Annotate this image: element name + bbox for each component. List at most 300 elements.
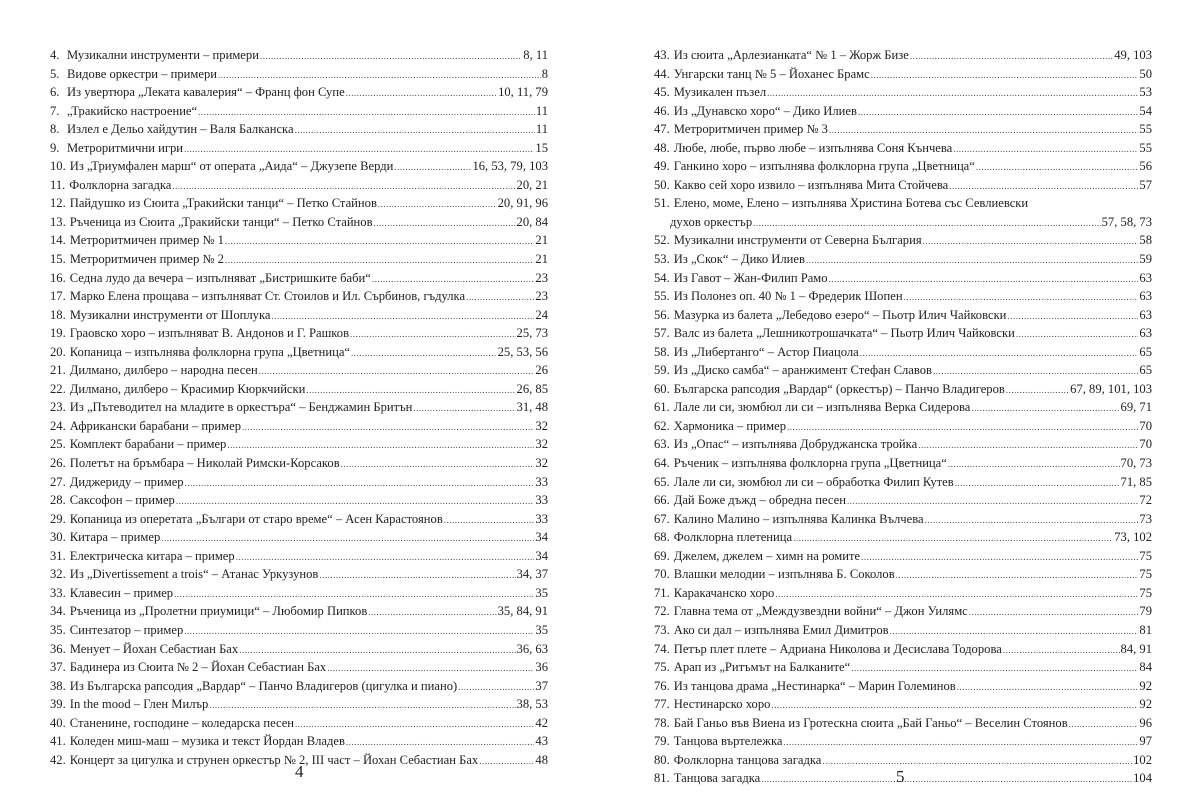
toc-entry: [654, 454, 1152, 473]
toc-entry: [654, 658, 1152, 677]
dot-leader: [787, 417, 1138, 437]
entry-pages: 35: [535, 622, 548, 637]
toc-entry: [654, 491, 1152, 510]
entry-number: 38.: [50, 678, 66, 693]
entry-title: Музикален пъзел: [673, 85, 767, 100]
entry-number: 48.: [654, 140, 670, 155]
toc-entry: [50, 231, 548, 250]
entry-number: 75.: [654, 660, 670, 675]
entry-number: 29.: [50, 511, 66, 526]
entry-pages: 11: [535, 103, 548, 118]
entry-pages: 58: [1139, 233, 1152, 248]
dot-leader: [368, 602, 496, 622]
dot-leader: [957, 677, 1139, 697]
entry-pages: 8, 11: [523, 48, 548, 62]
entry-pages: 23: [535, 289, 548, 304]
entry-number: 30.: [50, 530, 66, 545]
entry-pages: 92: [1139, 678, 1152, 693]
dot-leader: [948, 454, 1120, 474]
entry-pages: 73, 102: [1114, 530, 1152, 545]
toc-entry: [654, 231, 1152, 250]
entry-pages: 63: [1139, 289, 1152, 304]
entry-pages: 54: [1139, 103, 1152, 118]
toc-entry: [654, 398, 1152, 417]
entry-title: Метроритмичен пример № 2: [69, 252, 224, 267]
toc-entry: [654, 120, 1152, 139]
entry-title: Излел е Дельо хайдутин – Валя Балканска: [67, 122, 294, 137]
entry-title: Електрическа китара – пример: [69, 548, 235, 563]
entry-title: Из „Опас“ – изпълнява Добруджанска тройка: [673, 437, 918, 452]
entry-number: 60.: [654, 381, 670, 396]
dot-leader: [771, 695, 1138, 715]
entry-title: Синтезатор – пример: [69, 622, 184, 637]
entry-title: Из увертюра „Леката кавалерия“ – Франц фон Супе: [67, 85, 345, 100]
dot-leader: [458, 677, 534, 697]
toc-entry: [654, 584, 1152, 603]
entry-title: Валс из балета „Лешникотрошачката“ – Пьотр Илич Чайковски: [673, 326, 1015, 341]
entry-title: Из „Скок“ – Дико Илиев: [673, 252, 805, 267]
entry-pages: 32: [535, 437, 548, 452]
dot-leader: [955, 473, 1120, 493]
dot-leader: [225, 250, 534, 270]
table-of-contents-left: [50, 46, 548, 769]
dot-leader: [1007, 306, 1138, 326]
entry-title: Саксофон – пример: [69, 493, 175, 508]
toc-entry: [50, 602, 548, 621]
toc-entry: [50, 491, 548, 510]
entry-number: 35.: [50, 622, 66, 637]
entry-title: Българска рапсодия „Вардар“ (оркестър) – Панчо Владигеров: [673, 381, 1005, 396]
entry-title: Из „Пътеводител на младите в оркестъра“ – Бенджамин Бритън: [69, 400, 413, 415]
entry-number: 61.: [654, 400, 670, 415]
toc-entry: [654, 176, 1152, 195]
entry-number: 21.: [50, 363, 66, 378]
entry-pages: 34, 37: [516, 567, 548, 582]
dot-leader: [829, 120, 1138, 140]
dot-leader: [466, 287, 534, 307]
entry-title: Влашки мелодии – изпълнява Б. Соколов: [673, 567, 895, 582]
entry-title: Фолклорна загадка: [69, 177, 172, 192]
dot-leader: [1006, 380, 1069, 400]
toc-entry: [50, 324, 548, 343]
toc-entry: [654, 324, 1152, 343]
toc-entry: [50, 435, 548, 454]
entry-number: 68.: [654, 530, 670, 545]
toc-entry: [654, 46, 1152, 65]
entry-pages: 38, 53: [516, 697, 548, 712]
toc-entry: [654, 565, 1152, 584]
entry-pages: 75: [1139, 567, 1152, 582]
entry-pages: 20, 91, 96: [497, 196, 548, 211]
entry-pages: 36: [535, 660, 548, 675]
toc-entry: [50, 473, 548, 492]
dot-leader: [260, 46, 522, 66]
dot-leader: [413, 398, 515, 418]
toc-entry-continuation: [654, 213, 1152, 232]
toc-entry: [50, 213, 548, 232]
entry-pages: 59: [1139, 252, 1152, 267]
entry-pages: 11: [535, 122, 548, 137]
entry-title: Седна лудо да вечера – изпълняват „Бистришките баби“: [69, 270, 371, 285]
entry-title: Музикални инструменти от Северна България: [673, 233, 922, 248]
dot-leader: [346, 83, 497, 103]
entry-title: Из сюита „Арлезианката“ № 1 – Жорж Бизе: [673, 48, 909, 62]
toc-entry: [654, 343, 1152, 362]
entry-number: 79.: [654, 734, 670, 749]
entry-number: 46.: [654, 103, 670, 118]
toc-entry: [654, 435, 1152, 454]
dot-leader: [918, 435, 1138, 455]
entry-pages: 70: [1139, 437, 1152, 452]
toc-entry: [654, 250, 1152, 269]
entry-number: 44.: [654, 66, 670, 81]
dot-leader: [861, 547, 1138, 567]
toc-entry: [654, 677, 1152, 696]
entry-pages: 15: [535, 140, 548, 155]
entry-number: 28.: [50, 493, 66, 508]
entry-title: Фолклорна танцова загадка: [673, 752, 822, 767]
dot-leader: [858, 102, 1138, 122]
entry-title: „Тракийско настроение“: [67, 103, 198, 118]
toc-entry: [50, 398, 548, 417]
entry-title: Метроритмични игри: [67, 140, 184, 155]
entry-title: Ръченица из „Пролетни приумици“ – Любомир Пипков: [69, 604, 368, 619]
entry-title: Калино Малино – изпълнява Калинка Вълчева: [673, 511, 924, 526]
dot-leader: [953, 139, 1138, 159]
entry-pages: 97: [1139, 734, 1152, 749]
entry-pages: 69, 71: [1120, 400, 1152, 415]
entry-pages: 55: [1139, 140, 1152, 155]
entry-number: 32.: [50, 567, 66, 582]
entry-pages: 65: [1139, 344, 1152, 359]
entry-pages: 37: [535, 678, 548, 693]
entry-title: Ако си дал – изпълнява Емил Димитров: [673, 622, 889, 637]
dot-leader: [933, 361, 1138, 381]
right-page: [600, 0, 1200, 807]
entry-pages: 34: [535, 530, 548, 545]
toc-entry: [50, 46, 548, 65]
toc-entry: [654, 194, 1152, 213]
entry-pages: 33: [535, 493, 548, 508]
dot-leader: [925, 510, 1139, 530]
entry-number: 36.: [50, 641, 66, 656]
toc-entry: [654, 287, 1152, 306]
entry-title: Нестинарско хоро: [673, 697, 771, 712]
entry-pages: 50: [1139, 66, 1152, 81]
toc-entry: [50, 454, 548, 473]
entry-number: 14.: [50, 233, 66, 248]
entry-number: 73.: [654, 622, 670, 637]
dot-leader: [295, 120, 535, 140]
entry-title: Елено, моме, Елено – изпълнява Христина Ботева със Севлиевски: [673, 196, 1029, 211]
entry-number: 53.: [654, 252, 670, 267]
toc-entry: [50, 120, 548, 139]
entry-title: Из „Триумфален марш“ от операта „Аида“ – Джузепе Верди: [69, 159, 394, 174]
entry-pages: 75: [1139, 585, 1152, 600]
dot-leader: [346, 732, 534, 752]
entry-number: 50.: [654, 177, 670, 192]
entry-title: Концерт за цигулка и струнен оркестър № 2, III част – Йохан Себастиан Бах: [69, 752, 479, 767]
entry-title: Станенине, господине – коледарска песен: [69, 715, 295, 730]
entry-number: 78.: [654, 715, 670, 730]
dot-leader: [1016, 324, 1139, 344]
page-number: 4: [295, 762, 304, 781]
entry-number: 62.: [654, 418, 670, 433]
entry-number: 65.: [654, 474, 670, 489]
entry-number: 67.: [654, 511, 670, 526]
entry-pages: 67, 89, 101, 103: [1070, 381, 1152, 396]
entry-number: 37.: [50, 660, 66, 675]
dot-leader: [860, 343, 1139, 363]
dot-leader: [1003, 640, 1120, 660]
entry-title: Дай Боже дъжд – обредна песен: [673, 493, 846, 508]
entry-title: Из танцова драма „Нестинарка“ – Марин Големинов: [673, 678, 956, 693]
entry-number: 54.: [654, 270, 670, 285]
entry-number: 47.: [654, 122, 670, 137]
dot-leader: [319, 565, 515, 585]
entry-title: Дилмано, дилберо – Красимир Кюркчийски: [69, 381, 306, 396]
entry-number: 45.: [654, 85, 670, 100]
entry-number: 11.: [50, 177, 66, 192]
toc-entry: [50, 565, 548, 584]
entry-pages: 96: [1139, 715, 1152, 730]
dot-leader: [327, 658, 534, 678]
entry-title: Копаница из оперетата „Българи от старо време“ – Асен Карастоянов: [69, 511, 443, 526]
entry-title: Любе, любе, първо любе – изпълнява Соня Кънчева: [673, 140, 953, 155]
dot-leader: [793, 528, 1113, 548]
dot-leader: [378, 194, 497, 214]
toc-entry: [654, 361, 1152, 380]
entry-title: Лале ли си, зюмбюл ли си – изпълнява Верка Сидерова: [673, 400, 971, 415]
toc-entry: [50, 102, 548, 121]
dot-leader: [198, 102, 535, 122]
entry-number: 58.: [654, 344, 670, 359]
entry-title: Ганкино хоро – изпълнява фолклорна група „Цветница“: [673, 159, 975, 174]
dot-leader: [847, 491, 1138, 511]
entry-pages: 102: [1133, 752, 1152, 767]
dot-leader: [767, 83, 1138, 103]
entry-title: Из Полонез оп. 40 № 1 – Фредерик Шопен: [673, 289, 903, 304]
entry-pages: 79: [1139, 604, 1152, 619]
entry-number: 49.: [654, 159, 670, 174]
entry-pages: 33: [535, 511, 548, 526]
entry-number: 40.: [50, 715, 66, 730]
entry-pages: 16, 53, 79, 103: [472, 159, 548, 174]
entry-pages: 92: [1139, 697, 1152, 712]
entry-title: Из Българска рапсодия „Вардар“ – Панчо Владигеров (цигулка и пиано): [69, 678, 458, 693]
toc-entry: [654, 602, 1152, 621]
toc-entry: [654, 640, 1152, 659]
entry-pages: 24: [535, 307, 548, 322]
entry-pages: 21: [535, 252, 548, 267]
toc-entry: [50, 621, 548, 640]
toc-entry: [654, 269, 1152, 288]
entry-title: Метроритмичен пример № 1: [69, 233, 224, 248]
entry-pages: 72: [1139, 493, 1152, 508]
entry-title: Унгарски танц № 5 – Йоханес Брамс: [673, 66, 870, 81]
entry-title: Китара – пример: [69, 530, 161, 545]
dot-leader: [753, 213, 1101, 233]
entry-number: 15.: [50, 252, 66, 267]
dot-leader: [350, 324, 516, 344]
entry-pages: 63: [1139, 307, 1152, 322]
entry-number: 6.: [50, 85, 60, 100]
entry-number: 12.: [50, 196, 66, 211]
entry-title: Марко Елена прощава – изпълняват Ст. Стоилов и Ил. Сърбинов, гъдулка: [69, 289, 466, 304]
toc-entry: [50, 732, 548, 751]
toc-entry: [50, 194, 548, 213]
entry-title: Фолклорна плетеница: [673, 530, 793, 545]
entry-number: 71.: [654, 585, 670, 600]
dot-leader: [394, 157, 471, 177]
toc-entry: [50, 714, 548, 733]
entry-pages: 32: [535, 456, 548, 471]
entry-number: 74.: [654, 641, 670, 656]
toc-entry: [50, 695, 548, 714]
dot-leader: [479, 751, 534, 771]
entry-title: Диджериду – пример: [69, 474, 184, 489]
entry-pages: 56: [1139, 159, 1152, 174]
dot-leader: [306, 380, 515, 400]
entry-number: 70.: [654, 567, 670, 582]
entry-title: Видове оркестри – примери: [67, 66, 218, 81]
entry-title: Полетът на бръмбара – Николай Римски-Корсаков: [69, 456, 340, 471]
entry-title: Танцова загадка: [673, 771, 761, 786]
toc-entry: [654, 621, 1152, 640]
entry-pages: 70, 73: [1120, 456, 1152, 471]
entry-title: Из „Дунавско хоро“ – Дико Илиев: [673, 103, 857, 118]
entry-pages: 21: [535, 233, 548, 248]
toc-entry: [50, 528, 548, 547]
dot-leader: [904, 287, 1139, 307]
toc-entry: [50, 139, 548, 158]
entry-title: Каракачанско хоро: [673, 585, 775, 600]
entry-pages: 34: [535, 548, 548, 563]
entry-title: Коледен миш-маш – музика и текст Йордан Владев: [69, 734, 345, 749]
toc-entry: [50, 510, 548, 529]
dot-leader: [949, 176, 1138, 196]
entry-number: 39.: [50, 697, 66, 712]
toc-entry: [50, 658, 548, 677]
entry-title: Мазурка из балета „Лебедово езеро“ – Пьотр Илич Чайковски: [673, 307, 1007, 322]
entry-pages: 63: [1139, 270, 1152, 285]
toc-entry: [654, 65, 1152, 84]
entry-number: 31.: [50, 548, 66, 563]
toc-entry: [50, 65, 548, 84]
entry-pages: 33: [535, 474, 548, 489]
entry-pages: 20, 84: [516, 214, 548, 229]
entry-title: Из „Диско самба“ – аранжимент Стефан Славов: [673, 363, 932, 378]
entry-number: 57.: [654, 326, 670, 341]
entry-number: 64.: [654, 456, 670, 471]
entry-number: 59.: [654, 363, 670, 378]
entry-pages: 73: [1139, 511, 1152, 526]
entry-title: Пайдушко из Сюита „Тракийски танци“ – Петко Стайнов: [69, 196, 377, 211]
toc-entry: [50, 584, 548, 603]
entry-number: 52.: [654, 233, 670, 248]
entry-title: Комплект барабани – пример: [69, 437, 227, 452]
dot-leader: [185, 473, 535, 493]
toc-entry: [654, 695, 1152, 714]
toc-entry: [654, 473, 1152, 492]
entry-number: 24.: [50, 418, 66, 433]
entry-pages: 31, 48: [516, 400, 548, 415]
entry-number: 23.: [50, 400, 66, 415]
entry-number: 17.: [50, 289, 66, 304]
toc-entry: [50, 361, 548, 380]
entry-title: Из „Divertissement a trois“ – Атанас Уркузунов: [69, 567, 319, 582]
entry-pages: 35: [535, 585, 548, 600]
entry-pages: 10, 11, 79: [498, 85, 548, 100]
dot-leader: [372, 269, 535, 289]
toc-entry: [654, 306, 1152, 325]
dot-leader: [184, 621, 534, 641]
dot-leader: [225, 231, 534, 251]
dot-leader: [242, 417, 534, 437]
dot-leader: [236, 547, 535, 567]
entry-pages: 43: [535, 734, 548, 749]
entry-number: 26.: [50, 456, 66, 471]
entry-pages: 32: [535, 418, 548, 433]
entry-title: In the mood – Глен Милър: [69, 697, 209, 712]
entry-number: 42.: [50, 752, 66, 767]
entry-pages: 75: [1139, 548, 1152, 563]
toc-entry: [50, 287, 548, 306]
dot-leader: [239, 640, 515, 660]
dot-leader: [806, 250, 1138, 270]
entry-number: 33.: [50, 585, 66, 600]
toc-entry: [654, 139, 1152, 158]
entry-pages: 55: [1139, 122, 1152, 137]
toc-entry: [50, 250, 548, 269]
entry-title: Менует – Йохан Себастиан Бах: [69, 641, 239, 656]
dot-leader: [896, 565, 1139, 585]
dot-leader: [969, 602, 1139, 622]
entry-title: Ръченик – изпълнява фолклорна група „Цветница“: [673, 456, 947, 471]
dot-leader: [209, 695, 515, 715]
entry-number: 51.: [654, 196, 670, 211]
entry-pages: 23: [535, 270, 548, 285]
entry-title: Арап из „Ритъмът на Балканите“: [673, 660, 851, 675]
entry-number: 27.: [50, 474, 66, 489]
entry-number: 25.: [50, 437, 66, 452]
entry-pages: 71, 85: [1120, 474, 1152, 489]
dot-leader: [783, 732, 1138, 752]
entry-number: 8.: [50, 122, 60, 137]
entry-title: Какво сей хоро извило – изпълнява Мита Стойчева: [673, 177, 949, 192]
entry-title: Метроритмичен пример № 3: [673, 122, 828, 137]
dot-leader: [761, 769, 1132, 789]
entry-title: Джелем, джелем – химн на ромите: [673, 548, 861, 563]
entry-title: Африкански барабани – пример: [69, 418, 242, 433]
entry-pages: 84: [1139, 660, 1152, 675]
entry-number: 43.: [654, 48, 670, 62]
dot-leader: [295, 714, 534, 734]
entry-title-continuation: духов оркестър: [670, 214, 753, 229]
toc-entry: [654, 83, 1152, 102]
toc-entry: [50, 640, 548, 659]
dot-leader: [971, 398, 1119, 418]
entry-pages: 65: [1139, 363, 1152, 378]
entry-title: Музикални инструменти – примери: [67, 48, 259, 62]
entry-number: 69.: [654, 548, 670, 563]
entry-pages: 26, 85: [516, 381, 548, 396]
dot-leader: [910, 46, 1113, 66]
entry-number: 34.: [50, 604, 66, 619]
dot-leader: [174, 584, 534, 604]
entry-pages: 25, 53, 56: [497, 344, 548, 359]
toc-entry: [654, 547, 1152, 566]
